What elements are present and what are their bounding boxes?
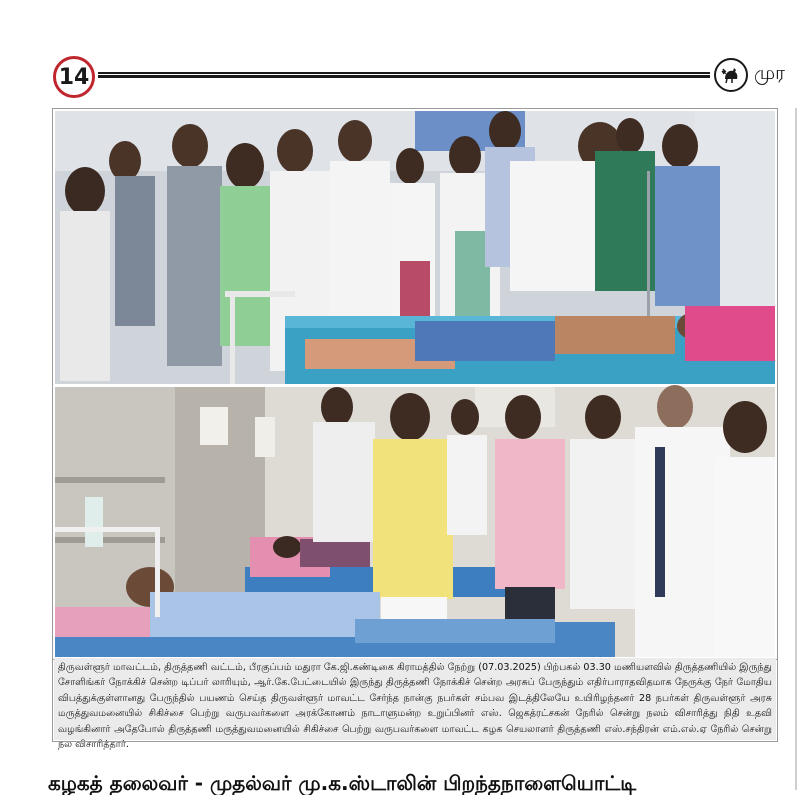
column-divider — [795, 108, 797, 790]
photo-top-illustration — [55, 111, 775, 384]
rooster-emblem-icon — [714, 58, 748, 92]
next-article-headline: கழகத் தலைவர் - முதல்வர் மு.க.ஸ்டாலின் பிறந்தநாளையொட்டி — [48, 771, 637, 795]
page-number: 14 — [53, 56, 95, 98]
news-photo-hospital-visit-top — [55, 111, 775, 384]
page-header — [0, 52, 800, 102]
masthead-title: முர — [754, 62, 785, 84]
photo-caption: திருவள்ளூர் மாவட்டம், திருத்தணி வட்டம், பீரகுப்பம் மதுரா கே.ஜி.கண்டிகை கிராமத்தில் நேற்று (07.03.2025) பிற்பகல் 03.30 மணியளவில் திருத்தணியில் இருந்து சோளிங்கர் நோக்கிச் சென்ற டிப்பர் லாரியும், ஆர்.கே.பேட்டையில் இருந்து திருத்தணி நோக்கிச் சென்ற அரசுப் பேருந்தும் எதிர்பாராதவிதமாக நேருக்கு நேர் மோதிய விபத்துக்குள்ளானது பேருந்தில் பயணம் செய்த திருவள்ளூர் மாவட்ட சேர்ந்த நான்கு நபர்கள் சம்பவ இடத்திலேயே உயிரிழந்தனர் 28 நபர்கள் திருவள்ளூர் அரசு மருத்துவமனையில் சிகிச்சை பெற்று வருபவர்களை அரக்கோணம் நாடாளுமன்ற உறுப்பினர் எஸ். ஜெகத்ரட்சகன் நேரில் சென்று நலம் விசாரித்து நிதி உதவி வழங்கினார் அதேபோல் திருத்தணி மருத்துவமனையில் சிகிச்சை பெற்று வருபவர்களை மாவட்ட கழக செயலாளர் திருத்தணி எஸ்.சந்திரன் எம்.எல்.ஏ நேரில் சென்று நல விசாரித்தார். — [54, 658, 776, 740]
photo-bottom-illustration — [55, 387, 775, 657]
header-rule-inner — [98, 75, 710, 76]
rooster-icon — [720, 64, 742, 86]
news-photo-hospital-visit-bottom — [55, 387, 775, 657]
